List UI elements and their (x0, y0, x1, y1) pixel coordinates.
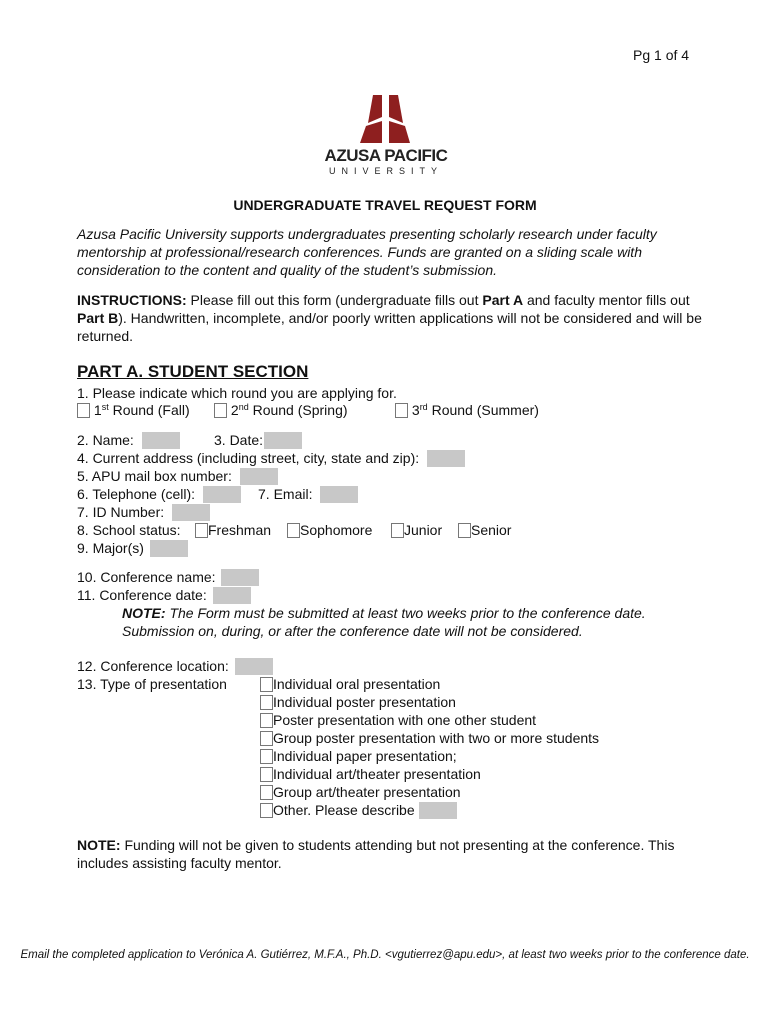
deadline-note-line2: Submission on, during, or after the conference date will not be considered. (122, 623, 583, 639)
date-field[interactable] (264, 432, 302, 449)
junior-checkbox[interactable] (391, 523, 404, 538)
other-description-field[interactable] (419, 802, 457, 819)
telephone-label: 6. Telephone (cell): (77, 486, 196, 502)
email-label: 7. Email: (258, 486, 313, 502)
conference-date-label: 11. Conference date: (77, 587, 207, 603)
round-option-1[interactable]: 1st Round (Fall) (77, 401, 190, 419)
form-title: UNDERGRADUATE TRAVEL REQUEST FORM (233, 197, 537, 213)
name-label: 2. Name: (77, 432, 134, 448)
presentation-option[interactable]: Group art/theater presentation (260, 783, 461, 801)
page-number: Pg 1 of 4 (633, 47, 690, 63)
name-field[interactable] (142, 432, 180, 449)
telephone-row (77, 485, 241, 503)
presentation-checkbox[interactable] (260, 677, 273, 692)
presentation-option[interactable]: Individual poster presentation (260, 693, 456, 711)
presentation-checkbox[interactable] (260, 713, 273, 728)
school-status-label: 8. School status: (77, 522, 181, 538)
presentation-option-other[interactable]: Other. Please describe (260, 801, 457, 819)
instructions-paragraph: INSTRUCTIONS: Please fill out this form (undergraduate fills out Part A and faculty mentor fills out Part B). Handwritten, incomplete, and/or poorly written applications will not be considered and will be returned. (77, 292, 702, 344)
presentation-checkbox[interactable] (260, 749, 273, 764)
footer-instructions: Email the completed application to Verónica A. Gutiérrez, M.F.A., Ph.D. <vgutierrez@apu.edu>, at least two weeks prior to the conference date. (20, 949, 750, 961)
logo-wordmark: AZUSA PACIFIC (324, 146, 448, 165)
presentation-type-label: 13. Type of presentation (77, 676, 227, 692)
conference-name-field[interactable] (221, 569, 259, 586)
round-option-3[interactable]: 3rd Round (Summer) (395, 401, 539, 419)
presentation-checkbox[interactable] (260, 785, 273, 800)
name-row (77, 431, 180, 449)
major-row (77, 539, 188, 557)
sophomore-checkbox[interactable] (287, 523, 300, 538)
presentation-checkbox[interactable] (260, 695, 273, 710)
round-question: 1. Please indicate which round you are applying for. (77, 385, 397, 401)
presentation-option[interactable]: Group poster presentation with two or more students (260, 729, 599, 747)
presentation-checkbox[interactable] (260, 767, 273, 782)
status-junior[interactable]: Junior (391, 521, 442, 539)
instructions-label: INSTRUCTIONS: (77, 292, 187, 308)
presentation-checkbox[interactable] (260, 803, 273, 818)
round-1-checkbox[interactable] (77, 403, 90, 418)
major-label: 9. Major(s) (77, 540, 144, 556)
round-option-2[interactable]: 2nd Round (Spring) (214, 401, 348, 419)
university-logo (310, 95, 462, 180)
date-label: 3. Date: (214, 432, 264, 448)
id-field[interactable] (172, 504, 210, 521)
conference-location-row (77, 657, 273, 675)
id-label: 7. ID Number: (77, 504, 165, 520)
presentation-option[interactable]: Individual oral presentation (260, 675, 440, 693)
email-row (258, 485, 358, 503)
presentation-option[interactable]: Poster presentation with one other student (260, 711, 536, 729)
id-row (77, 503, 210, 521)
deadline-note: NOTE: The Form must be submitted at least two weeks prior to the conference date. (122, 605, 646, 621)
intro-paragraph: Azusa Pacific University supports undergraduates presenting scholarly research under faculty mentorship at professional/research conferences. Funds are granted on a sliding scale with consideration to the content and quality of the student’s submission. (77, 226, 657, 278)
conference-name-row (77, 568, 259, 586)
logo-subtitle: UNIVERSITY (328, 166, 443, 176)
section-heading: PART A. STUDENT SECTION (77, 362, 309, 381)
address-field[interactable] (427, 450, 465, 467)
address-row (77, 449, 465, 467)
address-label: 4. Current address (including street, city, state and zip): (77, 450, 420, 466)
mailbox-row (77, 467, 278, 485)
school-status-row (77, 521, 181, 539)
conference-name-label: 10. Conference name: (77, 569, 216, 585)
mailbox-label: 5. APU mail box number: (77, 468, 232, 484)
freshman-checkbox[interactable] (195, 523, 208, 538)
funding-note: NOTE: Funding will not be given to students attending but not presenting at the conference. This includes assisting faculty mentor. (77, 837, 675, 871)
presentation-option[interactable]: Individual paper presentation; (260, 747, 457, 765)
status-freshman[interactable]: Freshman (195, 521, 271, 539)
telephone-field[interactable] (203, 486, 241, 503)
date-row (214, 431, 302, 449)
mailbox-field[interactable] (240, 468, 278, 485)
status-senior[interactable]: Senior (458, 521, 511, 539)
major-field[interactable] (150, 540, 188, 557)
round-2-checkbox[interactable] (214, 403, 227, 418)
senior-checkbox[interactable] (458, 523, 471, 538)
conference-date-row (77, 586, 251, 604)
presentation-option[interactable]: Individual art/theater presentation (260, 765, 481, 783)
status-sophomore[interactable]: Sophomore (287, 521, 372, 539)
conference-location-field[interactable] (235, 658, 273, 675)
round-3-checkbox[interactable] (395, 403, 408, 418)
conference-date-field[interactable] (213, 587, 251, 604)
conference-location-label: 12. Conference location: (77, 658, 229, 674)
presentation-checkbox[interactable] (260, 731, 273, 746)
email-field[interactable] (320, 486, 358, 503)
